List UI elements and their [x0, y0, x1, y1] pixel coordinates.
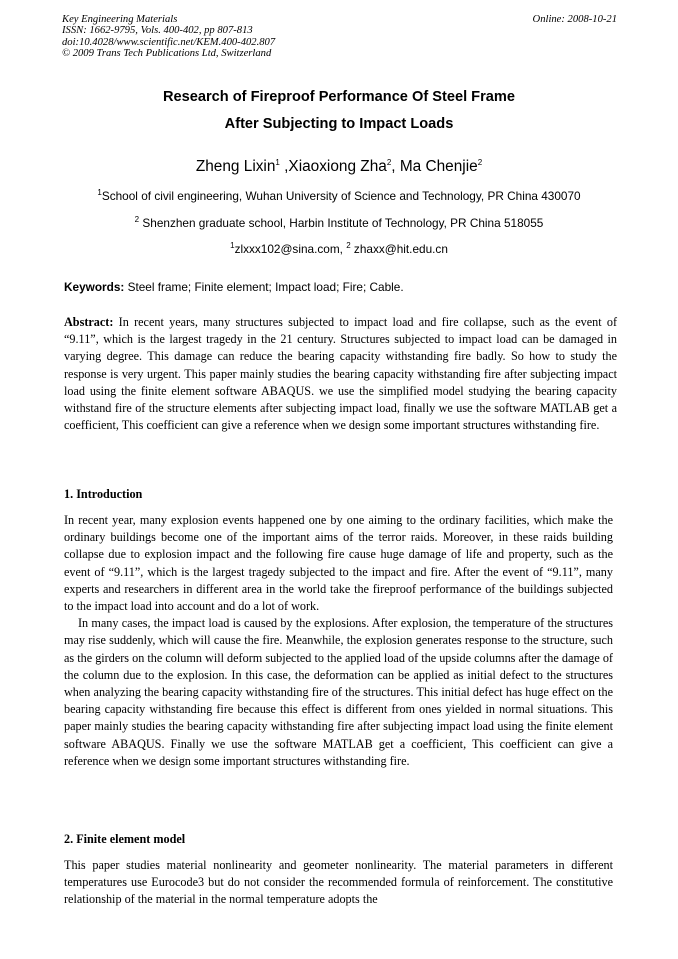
author-2: ,Xiaoxiong Zha [279, 158, 387, 175]
journal-header [62, 14, 617, 60]
email-2: zhaxx@hit.edu.cn [350, 242, 448, 256]
journal-name: Key Engineering Materials [62, 14, 178, 25]
keywords [64, 280, 624, 294]
issn-line: ISSN: 1662-9795, Vols. 400-402, pp 807-813 [62, 25, 253, 37]
email-2-mark: 2 [346, 241, 351, 251]
email-1-mark: 1 [230, 241, 235, 251]
section-body-finite-element-model [64, 857, 613, 909]
paragraph: This paper studies material nonlinearity and geometer nonlinearity. The material parameters in different temperatures use Eurocode3 but do not consider the recommended formula of reinforcement. The constitutive relationship of the material in the normal temperature adopts the [64, 858, 613, 907]
paragraph: In recent year, many explosion events happened one by one aiming to the ordinary facilities, which make the ordinary buildings become one of the important aims of the terror raids. Moreover, in these raids building collapse due to explosion impact and the following fire cause huge damage of life and property, such as the event of “9.11”, which is the largest tragedy subjected to the impact and fire. After the event of “9.11”, many experts and researchers in different area in the world take the fireproof performance of the buildings subjected to the impact load into account and do a lot of work. [64, 513, 613, 614]
keywords-label: Keywords: [64, 280, 125, 294]
abstract-text: In recent years, many structures subjected to impact load and fire collapse, such as the event of “9.11”, which is the largest tragedy in the 21 century. Structures subjected to impact load can be damaged in varying degree. This damage can reduce the bearing capacity withstanding fire badly. So how to study the response is very urgent. This paper mainly studies the bearing capacity withstanding fire after subjecting impact load using the finite element software ABAQUS. we use the simplified model studying the bearing capacity withstand fire of the structure elements after subjecting impact load, finally we use the software MATLAB get a coefficient, This coefficient can give a reference when we design some important structures withstanding fire. [64, 315, 617, 433]
paragraph: In many cases, the impact load is caused by the explosions. After explosion, the temperature of the structures may rise suddenly, which will cause the fire. Meanwhile, the explosion generates response to the structure, such as the girders on the column will deform subjected to the applied load of the upside columns after the damage of the column due to the explosion. In this case, the deformation can be applied as initial defect to the structures when analyzing the bearing capacity withstanding fire of the structures. This initial defect has huge effect on the bearing capacity withstanding fire because this effect is different from ones yielded in normal situations. This paper mainly studies the bearing capacity withstanding fire after subjecting impact load using the finite element software ABAQUS. Finally we use the software MATLAB get a coefficient, This coefficient can give a reference when we design some important structures withstanding fire. [64, 616, 613, 768]
author-3: , Ma Chenjie [391, 158, 478, 175]
doi-line: doi:10.4028/www.scientific.net/KEM.400-402.807 [62, 36, 276, 48]
email-1: zlxxx102@sina.com, [234, 242, 347, 256]
author-list [40, 158, 638, 176]
affiliation-1-mark: 1 [97, 188, 102, 198]
author-1: Zheng Lixin [195, 158, 276, 175]
affiliation-2-mark: 2 [134, 215, 140, 225]
abstract [64, 314, 617, 434]
affiliation-1-text: School of civil engineering, Wuhan University of Science and Technology, PR China 430070 [101, 189, 581, 203]
section-heading-introduction: 1. Introduction [64, 487, 143, 501]
keywords-text: Steel frame; Finite element; Impact load; Fire; Cable. [124, 280, 404, 294]
author-2-affiliation-mark: 2 [386, 157, 392, 167]
affiliation-2 [20, 216, 658, 230]
author-emails [20, 242, 658, 256]
author-1-affiliation-mark: 1 [275, 157, 280, 167]
section-body-introduction [64, 512, 613, 770]
author-3-affiliation-mark: 2 [477, 157, 483, 167]
online-date: Online: 2008-10-21 [532, 14, 617, 25]
paper-title-line-2: After Subjecting to Impact Loads [224, 116, 454, 132]
affiliation-1 [20, 189, 658, 203]
abstract-label: Abstract: [64, 315, 114, 329]
section-heading-finite-element-model: 2. Finite element model [64, 832, 186, 846]
paper-title-line-1: Research of Fireproof Performance Of Steel Frame [163, 89, 515, 105]
copyright-line: © 2009 Trans Tech Publications Ltd, Switzerland [62, 48, 272, 60]
affiliation-2-text: Shenzhen graduate school, Harbin Institute of Technology, PR China 518055 [139, 216, 544, 230]
